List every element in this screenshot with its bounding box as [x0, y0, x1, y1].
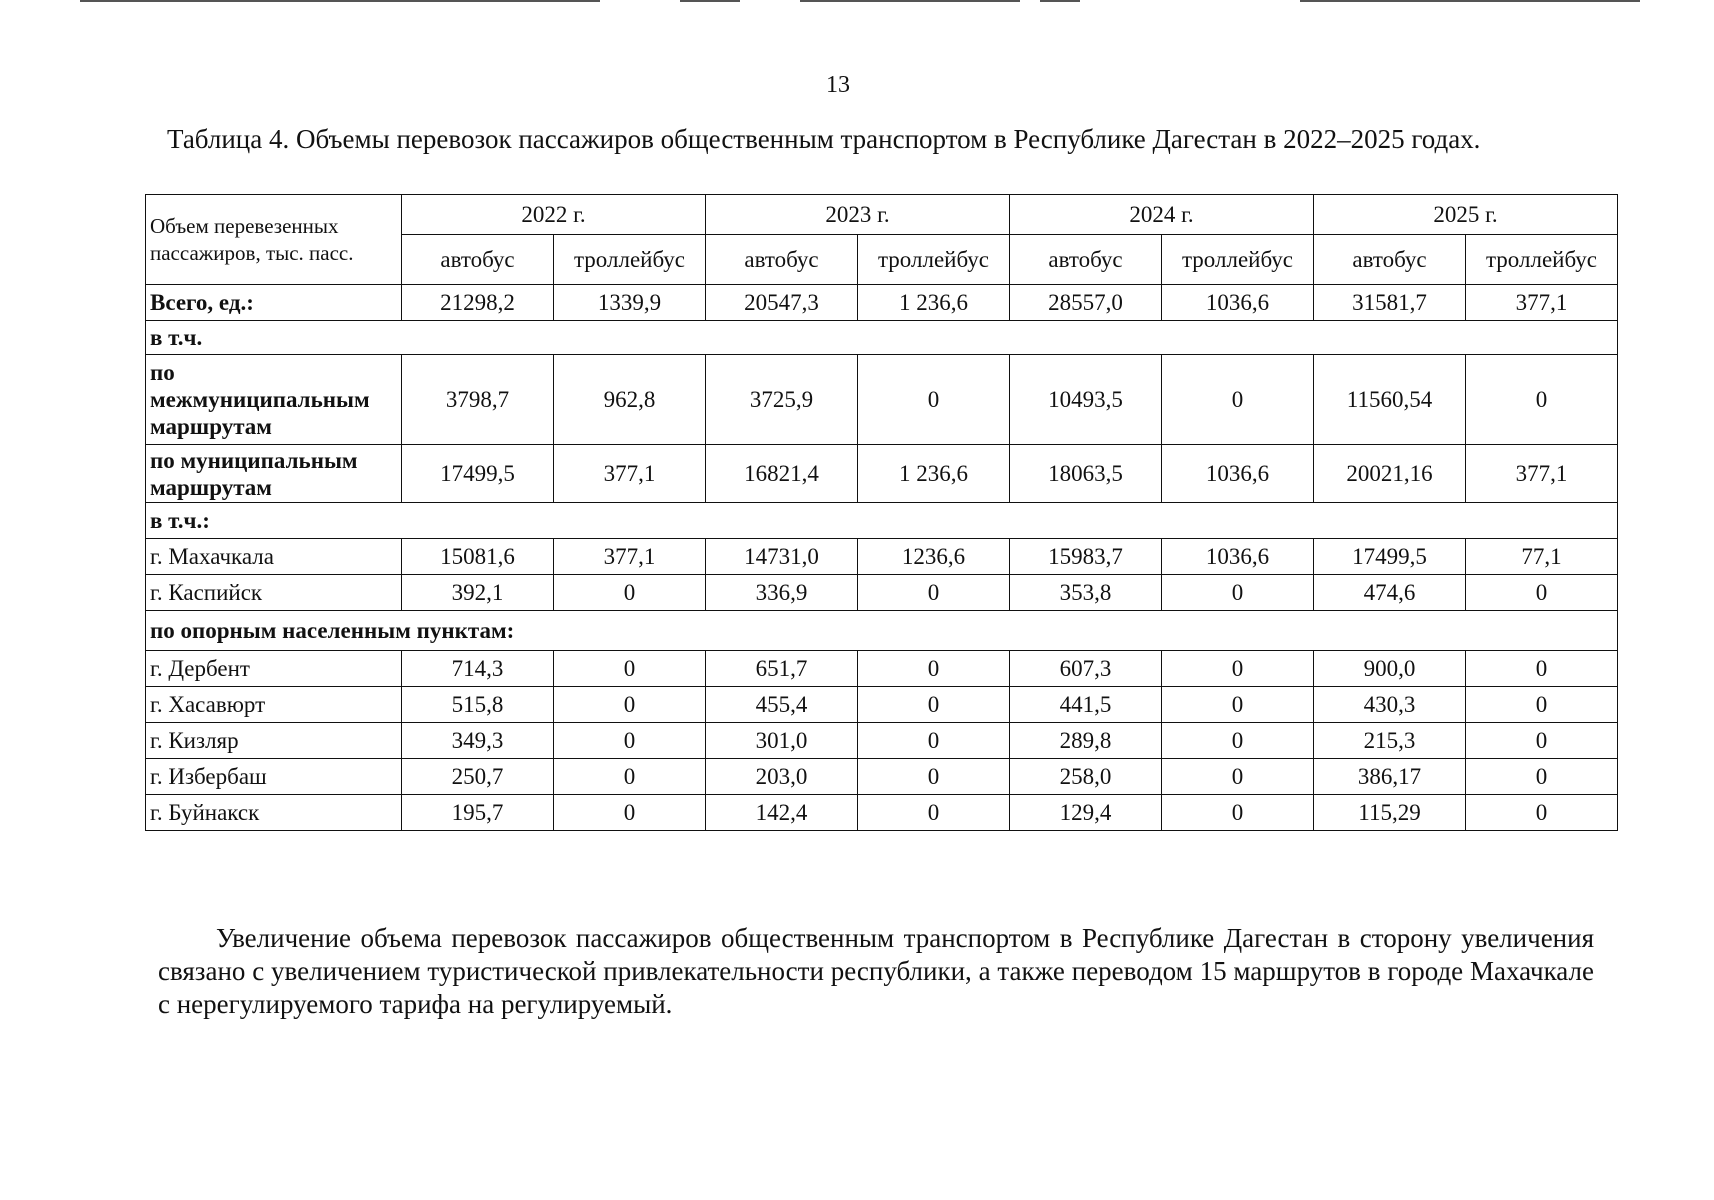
table-cell: 3725,9 [706, 355, 858, 445]
table-cell: 0 [858, 651, 1010, 687]
table-cell: 336,9 [706, 575, 858, 611]
table-cell: 17499,5 [1314, 539, 1466, 575]
table-row [146, 723, 1618, 759]
scan-edge-line [800, 0, 1020, 2]
table-row [146, 651, 1618, 687]
table-cell: 1 236,6 [858, 285, 1010, 321]
table-cell: 129,4 [1010, 795, 1162, 831]
table-row [146, 285, 1618, 321]
table-cell: 0 [1162, 687, 1314, 723]
row-label: г. Хасавюрт [146, 687, 402, 723]
table-cell: 77,1 [1466, 539, 1618, 575]
row-label: г. Махачкала [146, 539, 402, 575]
table-cell: 900,0 [1314, 651, 1466, 687]
table-cell: 1236,6 [858, 539, 1010, 575]
table-cell: 714,3 [402, 651, 554, 687]
table-cell: 15983,7 [1010, 539, 1162, 575]
row-label: г. Буйнакск [146, 795, 402, 831]
table-cell: 1036,6 [1162, 539, 1314, 575]
table-body [146, 285, 1618, 831]
table-cell: 203,0 [706, 759, 858, 795]
table-cell: 377,1 [1466, 285, 1618, 321]
table-cell: 258,0 [1010, 759, 1162, 795]
table-cell: 1036,6 [1162, 445, 1314, 503]
table-cell: 142,4 [706, 795, 858, 831]
row-label: по межмуниципальным маршрутам [146, 355, 402, 445]
table-cell: 301,0 [706, 723, 858, 759]
table-row [146, 355, 1618, 445]
table-cell: 10493,5 [1010, 355, 1162, 445]
table-cell: 0 [1466, 575, 1618, 611]
transport-type-header: автобус [706, 235, 858, 285]
transport-type-header: автобус [1010, 235, 1162, 285]
transport-type-header: троллейбус [858, 235, 1010, 285]
table-cell: 349,3 [402, 723, 554, 759]
table-caption: Таблица 4. Объемы перевозок пассажиров общественным транспортом в Республике Дагестан в 2022–2025 годах. [167, 124, 1481, 154]
table-cell: 115,29 [1314, 795, 1466, 831]
table-cell: 455,4 [706, 687, 858, 723]
table-cell: 474,6 [1314, 575, 1466, 611]
table-cell: 0 [554, 651, 706, 687]
table-cell: 21298,2 [402, 285, 554, 321]
scan-edge-line [680, 0, 740, 2]
passenger-volume-table [145, 194, 1618, 831]
table-cell: 515,8 [402, 687, 554, 723]
table-row [146, 687, 1618, 723]
page-number: 13 [826, 72, 850, 98]
table-cell: 3798,7 [402, 355, 554, 445]
table-cell: 0 [858, 759, 1010, 795]
scan-edge-line [80, 0, 600, 2]
table-cell: 0 [1466, 687, 1618, 723]
table-cell: 215,3 [1314, 723, 1466, 759]
table-cell: 28557,0 [1010, 285, 1162, 321]
table-row [146, 575, 1618, 611]
table-cell: 607,3 [1010, 651, 1162, 687]
table-cell: 430,3 [1314, 687, 1466, 723]
table-cell: 250,7 [402, 759, 554, 795]
row-label: г. Дербент [146, 651, 402, 687]
section-label: в т.ч. [146, 321, 1618, 355]
row-label: г. Избербаш [146, 759, 402, 795]
body-paragraph: Увеличение объема перевозок пассажиров общественным транспортом в Республике Дагестан в сторону увеличения связано с увеличением туристической привлекательности республики, а также переводом 15 маршрутов в городе Махачкале с нерегулируемого тарифа на регулируемый. [158, 923, 1594, 1019]
table-cell: 0 [858, 687, 1010, 723]
table-cell: 0 [1162, 575, 1314, 611]
table-cell: 386,17 [1314, 759, 1466, 795]
table-cell: 0 [554, 723, 706, 759]
year-header: 2025 г. [1314, 195, 1618, 235]
section-label: по опорным населенным пунктам: [146, 611, 1618, 651]
table-cell: 18063,5 [1010, 445, 1162, 503]
table-cell: 289,8 [1010, 723, 1162, 759]
table-row [146, 759, 1618, 795]
scan-edge-line [1300, 0, 1640, 2]
table-cell: 1036,6 [1162, 285, 1314, 321]
table-cell: 377,1 [554, 539, 706, 575]
transport-type-header: автобус [1314, 235, 1466, 285]
table-cell: 0 [858, 575, 1010, 611]
table-cell: 20547,3 [706, 285, 858, 321]
table-cell: 0 [858, 723, 1010, 759]
table-cell: 651,7 [706, 651, 858, 687]
table-cell: 1339,9 [554, 285, 706, 321]
table-cell: 0 [554, 795, 706, 831]
section-label: в т.ч.: [146, 503, 1618, 539]
table-cell: 17499,5 [402, 445, 554, 503]
table-cell: 0 [1466, 355, 1618, 445]
section-row [146, 321, 1618, 355]
table-cell: 441,5 [1010, 687, 1162, 723]
transport-type-header: троллейбус [554, 235, 706, 285]
row-label: по муниципальным маршрутам [146, 445, 402, 503]
table-cell: 962,8 [554, 355, 706, 445]
table-cell: 0 [1466, 795, 1618, 831]
table-cell: 20021,16 [1314, 445, 1466, 503]
table-cell: 0 [554, 575, 706, 611]
table-cell: 0 [1162, 723, 1314, 759]
table-cell: 377,1 [554, 445, 706, 503]
table-cell: 392,1 [402, 575, 554, 611]
row-label: г. Кизляр [146, 723, 402, 759]
table-cell: 0 [554, 759, 706, 795]
scan-edge-line [1040, 0, 1080, 2]
year-header: 2024 г. [1010, 195, 1314, 235]
table-cell: 0 [1466, 651, 1618, 687]
year-header: 2023 г. [706, 195, 1010, 235]
table-cell: 0 [858, 355, 1010, 445]
transport-type-header: троллейбус [1162, 235, 1314, 285]
table-cell: 15081,6 [402, 539, 554, 575]
table-cell: 1 236,6 [858, 445, 1010, 503]
year-header: 2022 г. [402, 195, 706, 235]
table-row [146, 445, 1618, 503]
table-cell: 11560,54 [1314, 355, 1466, 445]
table-cell: 377,1 [1466, 445, 1618, 503]
row-label: Всего, ед.: [146, 285, 402, 321]
table-cell: 31581,7 [1314, 285, 1466, 321]
table-cell: 195,7 [402, 795, 554, 831]
table-cell: 0 [1466, 759, 1618, 795]
row-label: г. Каспийск [146, 575, 402, 611]
table-cell: 353,8 [1010, 575, 1162, 611]
table-row [146, 539, 1618, 575]
table-cell: 0 [1162, 759, 1314, 795]
table-cell: 0 [554, 687, 706, 723]
table-cell: 0 [858, 795, 1010, 831]
table-cell: 0 [1162, 355, 1314, 445]
table-cell: 0 [1162, 651, 1314, 687]
table-cell: 0 [1466, 723, 1618, 759]
table-cell: 16821,4 [706, 445, 858, 503]
section-row [146, 611, 1618, 651]
table-cell: 0 [1162, 795, 1314, 831]
section-row [146, 503, 1618, 539]
table-cell: 14731,0 [706, 539, 858, 575]
corner-header: Объем перевезенных пассажиров, тыс. пасс. [146, 195, 402, 285]
table-row [146, 795, 1618, 831]
transport-type-header: троллейбус [1466, 235, 1618, 285]
transport-type-header: автобус [402, 235, 554, 285]
